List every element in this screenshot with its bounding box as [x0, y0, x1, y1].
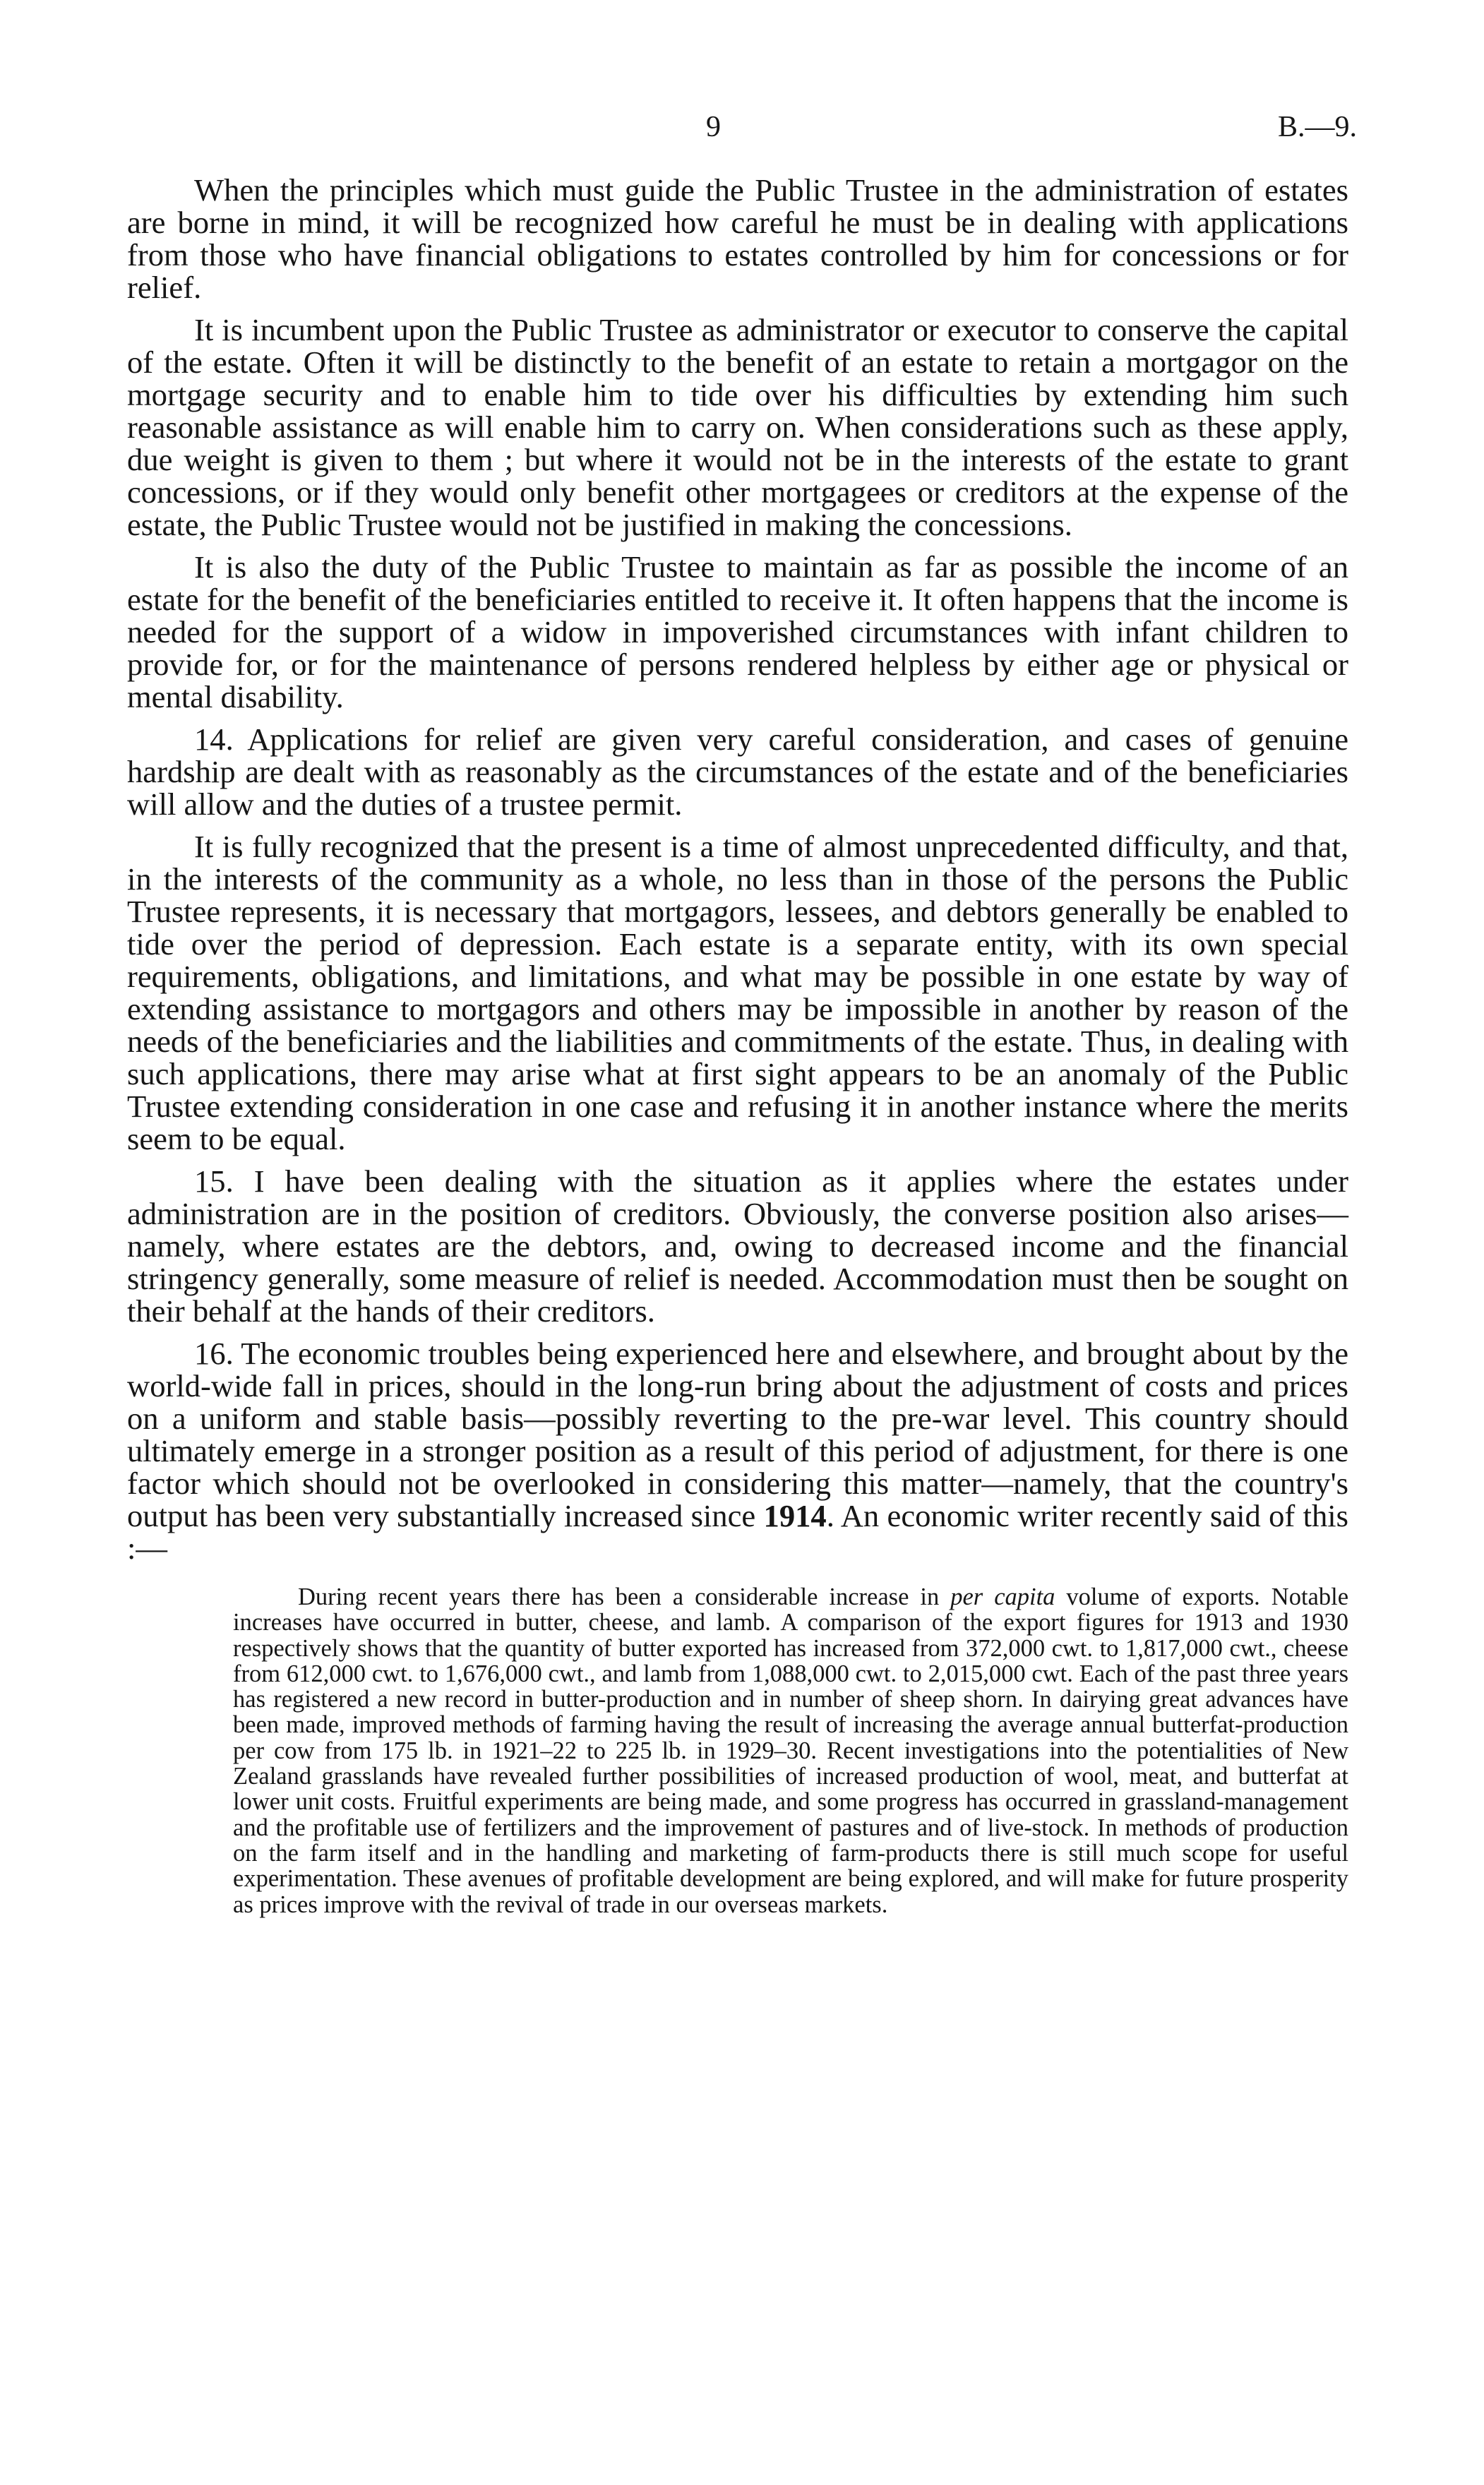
quote-text-end: volume of exports. Notable increases have occurred in butter, cheese, and lamb. A comparison of the export figures for 1913 and 1930 respectively shows that the quantity of butter exported has increased from 372,000 cwt. to 1,817,000 cwt., cheese from 612,000 cwt. to 1,676,000 cwt., and lamb from 1,088,000 cwt. to 2,015,000 cwt. Each of the past three years has registered a new record in butter-production and in number of sheep shorn. In dairying great advances have been made, improved methods of farming having the result of increasing the average annual butterfat-production per cow from 175 lb. in 1921–22 to 225 lb. in 1929–30. Recent investigations into the potentialities of New Zealand grasslands have revealed further possibilities of increased production of wool, meat, and butterfat at lower unit costs. Fruitful experiments are being made, and some progress has occurred in grassland-management and the profitable use of fertilizers and the improvement of pastures and of live-stock. In methods of production on the farm itself and in the handling and marketing of farm-products there is still much scope for useful experimentation. These avenues of profitable development are being explored, and will make for future prosperity as prices improve with the revival of trade in our overseas markets. — [233, 1583, 1349, 1918]
paragraph-bold-year: 1914 — [763, 1498, 827, 1533]
paragraph-text: It is also the duty of the Public Trustee to maintain as far as possible the income of an estate for the benefit of the beneficiaries entitled to receive it. It often happens that the income is needed for the support of a widow in impoverished circumstances with infant children to provide for, or for the maintenance of persons rendered helpless by either age or physical or mental disability. — [127, 549, 1348, 714]
paragraph-number: 14. — [194, 721, 234, 757]
paragraph-text: It is incumbent upon the Public Trustee as administrator or executor to conserve the capital of the estate. Often it will be distinctly to the benefit of an estate to retain a mortgagor on the mortgage security and to enable him to tide over his difficulties by extending him such reasonable assistance as will enable him to carry on. When considerations such as these apply, due weight is given to them ; but where it would not be in the interests of the estate to grant concessions, or if they would only benefit other mortgagees or creditors at the expense of the estate, the Public Trustee would not be justified in making the concessions. — [127, 312, 1348, 542]
paragraph-text: Applications for relief are given very careful consideration, and cases of genuine hardship are dealt with as reasonably as the circumstances of the estate and of the beneficiaries will allow and the duties of a trustee permit. — [127, 721, 1348, 822]
document-body — [127, 174, 1348, 1917]
paragraph-16 — [127, 1337, 1348, 1564]
paragraph-capital — [127, 313, 1348, 541]
paragraph-principles — [127, 174, 1348, 304]
page-header — [0, 106, 1484, 148]
paragraph-text-end: . An economic writer recently said of this :— — [127, 1498, 1348, 1566]
page-reference: B.—9. — [1277, 111, 1357, 143]
paragraph-14 — [127, 723, 1348, 820]
paragraph-income — [127, 551, 1348, 713]
paragraph-text: I have been dealing with the situation as it applies where the estates under administration are in the position of creditors. Obviously, the converse position also arises—namely, where estates are the debtors, and, owing to decreased income and the financial stringency generally, some measure of relief is needed. Accommodation must then be sought on their behalf at the hands of their creditors. — [127, 1163, 1348, 1329]
paragraph-number: 15. — [194, 1163, 234, 1199]
paragraph-text: When the principles which must guide the Public Trustee in the administration of estates are borne in mind, it will be recognized how careful he must be in dealing with applications from those who have financial obligations to estates controlled by him for concessions or for relief. — [127, 172, 1348, 305]
paragraph-text: It is fully recognized that the present is a time of almost unprecedented difficulty, and that, in the interests of the community as a whole, no less than in those of the persons the Public Trustee represents, it is necessary that mortgagors, lessees, and debtors generally be enabled to tide over the period of depression. Each estate is a separate entity, with its own special requirements, obligations, and limitations, and what may be possible in one estate by way of extending assistance to mortgagors and others may be impossible in another by reason of the needs of the beneficiaries and the liabilities and commitments of the estate. Thus, in dealing with such applications, there may arise what at first sight appears to be an anomaly of the Public Trustee extending consideration in one case and refusing it in another instance where the merits seem to be equal. — [127, 829, 1348, 1156]
paragraph-difficulty — [127, 830, 1348, 1155]
block-quote — [233, 1584, 1348, 1917]
paragraph-text: The economic troubles being experienced here and elsewhere, and brought about by the world-wide fall in prices, should in the long-run bring about the adjustment of costs and prices on a uniform and stable basis—possibly reverting to the pre-war level. This country should ultimately emerge in a stronger position as a result of this period of adjustment, for there is one factor which should not be overlooked in considering this matter—namely, that the country's output has been very substantially increased since — [127, 1336, 1348, 1533]
page-number: 9 — [706, 111, 721, 143]
paragraph-15 — [127, 1165, 1348, 1327]
quote-text: During recent years there has been a considerable increase in — [298, 1583, 951, 1610]
paragraph-number: 16. — [194, 1336, 234, 1371]
quote-italic: per capita — [950, 1583, 1055, 1610]
